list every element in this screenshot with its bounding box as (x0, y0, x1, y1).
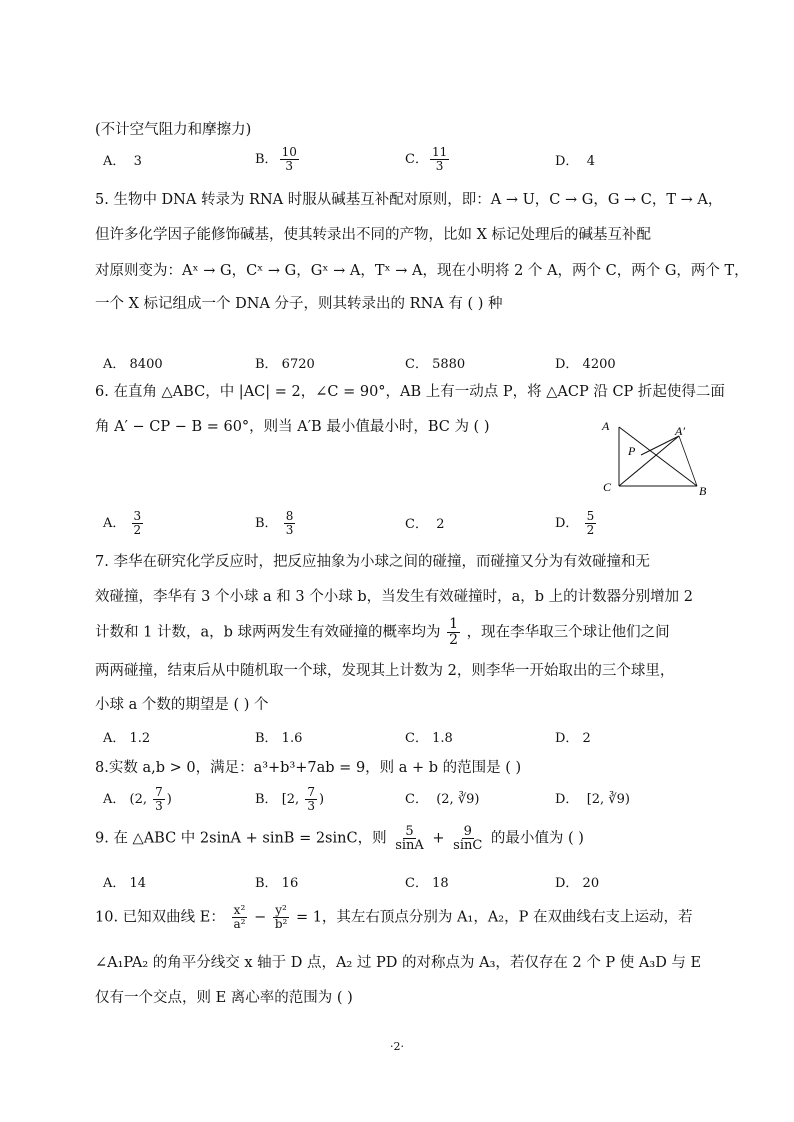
q8-option-a: A． (2, $\frac{7}{3}$ ) (103, 785, 172, 813)
q7-option-d: D． 2 (555, 731, 591, 746)
q7-line-1: 7. 李华在研究化学反应时，把反应抽象为小球之间的碰撞，而碰撞又分为有效碰撞和无 (95, 554, 650, 570)
q10-line-2: ∠A₁PA₂ 的角平分线交 x 轴于 D 点，A₂ 过 PD 的对称点为 A₃，若仅存在 2 个 P 使 A₃D 与 E (95, 955, 702, 971)
fig-label-p: P (628, 444, 636, 458)
q6-line-1: 6. 在直角 △ABC，中 |AC| = 2，∠C = 90°，AB 上有一动点 P，将 △ACP 沿 CP 折起使得二面 (95, 384, 725, 400)
q4-option-d: D． 4 (555, 154, 595, 169)
q8-option-b: B． [2, $\frac{7}{3}$ ) (255, 785, 325, 813)
q4-option-b: B． $\frac{10}{3}$ (255, 145, 297, 173)
q7-option-a: A． 1.2 (103, 731, 151, 746)
q5-line-3: 对原则变为：Aˣ → G，Cˣ → G，Gˣ → A，Tˣ → A，现在小明将 2 个 A，两个 C，两个 G，两个 T， (95, 263, 749, 279)
q5-option-c: C． 5880 (405, 357, 466, 372)
q7-line-4: 两两碰撞，结束后从中随机取一个球，发现其上计数为 2，则李华一开始取出的三个球里， (95, 663, 675, 679)
fig-label-a: A (602, 419, 610, 433)
q8-option-c: C． (2, ∛9) (405, 792, 480, 807)
q5-option-d: D． 4200 (555, 357, 616, 372)
q6-option-c: C． 2 (405, 517, 445, 532)
fig-line-ba-prime (679, 436, 697, 486)
q9-line-1: 9. 在 △ABC 中 2sinA + sinB = 2sinC，则 $\frac{5}{\sin A}$ + $\frac{9}{\sin C}$ 的最小值为 ( ) (95, 824, 584, 853)
q4-option-c: C． $\frac{11}{3}$ (405, 145, 448, 173)
q6-line-2: 角 A′ − CP − B = 60°，则当 A′B 最小值最小时，BC 为 ( ) (95, 419, 490, 435)
page-number: ·2· (390, 1040, 404, 1053)
q6-triangle-figure (595, 415, 715, 500)
q7-line-5: 小球 a 个数的期望是 ( ) 个 (95, 697, 269, 713)
q5-option-a: A． 8400 (103, 357, 163, 372)
q8-line-1: 8.实数 a,b > 0，满足：a³+b³+7ab = 9，则 a + b 的范围是 ( ) (95, 760, 522, 776)
q5-line-4: 一个 X 标记组成一个 DNA 分子，则其转录出的 RNA 有 ( ) 种 (95, 296, 503, 312)
fig-label-b: B (699, 484, 707, 498)
q10-line-1: 10. 已知双曲线 E： $\frac{\text{x²}}{\text{a²}}$ − $\frac{\text{y²}}{\text{b²}}$ = 1，其左右顶点分别为 A₁，A₂，P 在双曲线右支上运动，若 (95, 903, 693, 931)
q5-option-b: B． 6720 (255, 357, 315, 372)
q10-line-3: 仅有一个交点，则 E 离心率的范围为 ( ) (95, 990, 353, 1006)
q7-line-2: 效碰撞，李华有 3 个小球 a 和 3 个小球 b，当发生有效碰撞时，a，b 上的计数器分别增加 2 (95, 589, 694, 605)
q4-option-a: A． 3 (103, 154, 142, 169)
q6-option-a: A． $\frac{3}{2}$ (103, 509, 142, 537)
q9-option-c: C． 18 (405, 876, 449, 891)
q4-note: (不计空气阻力和摩擦力) (95, 122, 252, 138)
q6-option-d: D． $\frac{5}{2}$ (555, 509, 595, 537)
q5-line-2: 但许多化学因子能修饰碱基，使其转录出不同的产物，比如 X 标记处理后的碱基互补配 (95, 227, 652, 243)
q9-option-a: A． 14 (103, 876, 147, 891)
q7-option-b: B． 1.6 (255, 731, 303, 746)
fig-label-a-prime: A′ (675, 424, 685, 438)
q9-option-b: B． 16 (255, 876, 299, 891)
q6-option-b: B． $\frac{8}{3}$ (255, 509, 294, 537)
q5-line-1: 5. 生物中 DNA 转录为 RNA 时服从碱基互补配对原则，即：A → U，C → G，G → C，T → A， (95, 192, 723, 208)
q8-option-d: D． [2, ∛9) (555, 792, 630, 807)
q9-option-d: D． 20 (555, 876, 600, 891)
fig-label-c: C (603, 480, 612, 494)
q7-line-3: 计数和 1 计数，a，b 球两两发生有效碰撞的概率均为 $\frac{1}{2}$ ，现在李华取三个球让他们之间 (95, 616, 670, 648)
q7-option-c: C． 1.8 (405, 731, 453, 746)
